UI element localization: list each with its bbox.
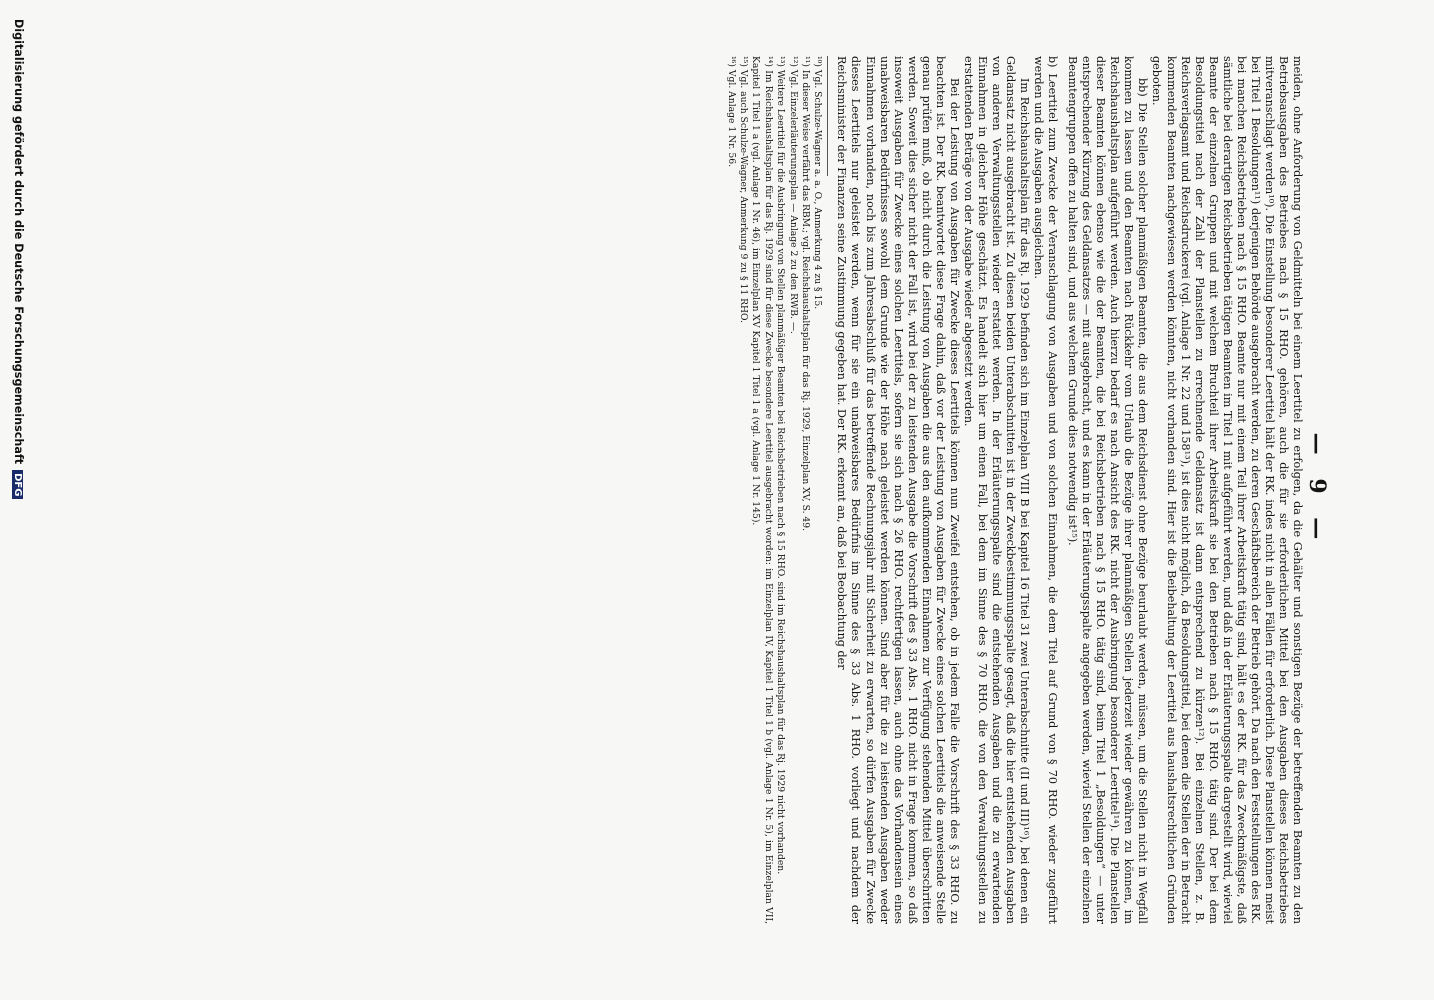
list-item-text: Leertitel zum Zwecke der Veranschlagung von Ausgaben und von solchen Einnahmen, die dem Titel auf Grund von § 70 RHO. wieder zugeführt werden und die Ausgaben ausgleichen. bbox=[1032, 56, 1060, 924]
list-item-b bbox=[1031, 56, 1059, 924]
footnote: ¹⁶) Vgl. Anlage 1 Nr. 56. bbox=[725, 56, 737, 168]
footnote: ¹⁵) Vgl. auch Schulze-Wagner, Anmerkung 9 zu § 11 RHO. bbox=[737, 56, 749, 323]
digitization-credit bbox=[9, 19, 25, 997]
list-item-bb bbox=[1065, 56, 1149, 924]
rotated-document-page bbox=[156, 56, 1330, 924]
footnote-divider bbox=[827, 56, 828, 176]
page-number: — 9 — bbox=[1304, 432, 1330, 548]
list-item-label: b) bbox=[1046, 56, 1060, 68]
body-paragraph: Bei der Leistung von Ausgaben für Zwecke dieses Leertitels können nun Zweifel entstehen, ob in jedem Falle die Vorschrift des § 33 RHO. zu beachten ist. Der RK. beantwortet diese Frage dahin, daß vor der Leistung von Ausgaben für Zwecke eines solchen Leertitels die anweisende Stelle genau prüfen muß, ob nicht durch die Leistung von Ausgaben die aus den aufkommenden Einnahmen zur Verfügung stehenden Mittel überschritten werden. Soweit dies sicher nicht der Fall ist, wird bei der zu leistenden Ausgabe die Vorschrift des § 33 Abs. 1 RHO. nicht in Frage kommen, so daß insoweit Ausgaben für Zwecke eines solchen Leertitels, sofern sie sich nach § 26 RHO. rechtfertigen lassen, auch ohne das Vorhandensein eines unabweisbaren Bedürfnisses sowohl dem Grunde wie der Höhe nach geleistet werden können. Sind aber für die zu leistenden Ausgaben weder Einnahmen vorhanden, noch bis zum Jahresabschluß für das betreffende Rechnungsjahr mit Sicherheit zu erwarten, so dürfen Ausgaben für Zwecke dieses Leertitels nur geleistet werden, wenn für sie ein unabweisbares Bedürfnis im Sinne des § 33 Abs. 1 RHO. vorliegt und nachdem der Reichsminister der Finanzen seine Zustimmung gegeben hat. Der RK. erkennt an, daß bei Beobachtung der bbox=[835, 56, 961, 924]
body-paragraph: Im Reichshaushaltsplan für das Rj. 1929 befinden sich im Einzelplan VIII B bei Kapitel 16 Titel 31 zwei Unterabschnitte (II und III)¹⁶), bei denen ein Geldansatz nicht ausgebracht ist. Zu diesen beiden Unterabschnitten ist in der Zweckbestimmungsspalte gesagt, daß die hier entstehenden Ausgaben von anderen Verwaltungsstellen wieder erstattet werden. In der Erläuterungsspalte sind die entstehenden Ausgaben und die zu erwartenden Einnahmen in gleicher Höhe geschätzt. Es handelt sich hier um einen Fall, bei dem im Sinne des § 70 RHO. die von den Verwaltungsstellen zu erstattenden Beträge von der Ausgabe wieder abgesetzt werden. bbox=[961, 56, 1032, 924]
footnote: ¹⁴) Im Reichshaushaltsplan für das Rj. 1929 sind für diese Zwecke besondere Leertitel ausgebracht worden: im Einzelplan IV, Kapitel 1 Titel 1 b (vgl. Anlage 1 Nr. 5), im Einzelplan VII, Kapitel 1 Titel 1 a (vgl. Anlage 1 Nr. 46), im Einzelplan XV Kapitel 1 Titel 1 a (vgl. Anlage 1 Nr. 145). bbox=[750, 56, 774, 924]
list-item-text: Die Stellen solcher planmäßigen Beamten, die aus dem Reichsdienst ohne Bezüge beurlaubt werden, müssen, um die Stellen nicht in Wegfall kommen zu lassen und den Beamten nach Rückkehr vom Urlaub die Bezüge ihrer planmäßigen Stellen jederzeit wieder gewähren zu können, im Reichshaushaltsplan aufgeführt werden. Auch hierzu bedarf es nach Ansicht des RK. nicht der Ausbringung besonderer Leertitel¹⁴). Die Planstellen dieser Beamten können ebenso wie die der Beamten, die bei Reichsbetrieben nach § 15 RHO. tätig sind, beim Titel 1 „Besoldungen“ — unter entsprechender Kürzung des Geldansatzes — mit ausgebracht, und es kann in der Erläuterungsspalte angegeben werden, wieviel Stellen der einzelnen Beamtengruppen offen zu halten sind, und aus welchem Grunde dies notwendig ist¹⁵). bbox=[1066, 56, 1150, 924]
footnote: ¹⁰) Vgl. Schulze-Wagner a. a. O., Anmerkung 4 zu § 15. bbox=[812, 56, 824, 310]
body-paragraph: meiden, ohne Anforderung von Geldmitteln bei einem Leertitel zu erfolgen, da die Gehälter und sonstigen Bezüge der betreffenden Beamten zu den Betriebsausgaben des Betriebes nach § 15 RHO. gehören, auch die für sie erforderlichen Mittel bei den Ausgaben dieses Reichsbetriebes mitveranschlagt werden¹⁰). Die Einstellung besonderer Leertitel hält der RK. indes nicht in allen Fällen für erforderlich. Diese Planstellen können meist bei Titel 1 Besoldungen¹¹) derjenigen Behörde ausgebracht werden, zu deren Geschäftsbereich der Betrieb gehört. Da nach den Feststellungen des RK. bei manchen Reichsbetrieben nach § 15 RHO. Beamte nur mit einem Teil ihrer Arbeitskraft tätig sind, hält es der RK. für das Zweckmäßigste, daß sämtliche bei derartigen Reichsbetrieben tätigen Beamten im Titel 1 mit aufgeführt werden, und daß in der Erläuterungsspalte dargestellt wird, wieviel Beamte der einzelnen Gruppen und mit welchem Bruchteil ihrer Arbeitskraft sie bei den Betrieben nach § 15 RHO. tätig sind. Der bei dem Besoldungstitel nach der Zahl der Planstellen zu errechnende Geldansatz ist dann entsprechend zu kürzen¹²). Bei einzelnen Stellen, z. B. Reichsverlagsamt und Reichsdruckerei (vgl. Anlage 1 Nr. 22 und 158¹³), ist dies nicht möglich, da Besoldungstitel, bei denen die Stellen der in Betracht kommenden Beamten nachgewiesen werden könnten, nicht vorhanden sind. Hier ist die Beibehaltung der Leertitel aus haushaltsrechtlichen Gründen geboten. bbox=[1150, 56, 1304, 924]
footnote: ¹¹) In dieser Weise verfährt das RBM.; vgl. Reichshaushaltsplan für das Rj. 1929, Einzelplan XV, S. 49. bbox=[800, 56, 811, 532]
credit-text: Digitalisierung gefördert durch die Deutsche Forschungsgemeinschaft bbox=[12, 19, 25, 465]
footnote: ¹²) Vgl. Einzelerläuterungsplan — Anlage 2 zu den RWB. —. bbox=[787, 56, 799, 334]
footnote: ¹³) Weitere Leertitel für die Ausbringung von Stellen planmäßiger Beamten bei Reichsbetrieben nach § 15 RHO. sind im Reichshaushaltsplan für das Rj. 1929 nicht vorhanden. bbox=[775, 56, 787, 875]
list-item-label: bb) bbox=[1136, 78, 1150, 97]
dfg-logo: DFG bbox=[12, 470, 23, 499]
